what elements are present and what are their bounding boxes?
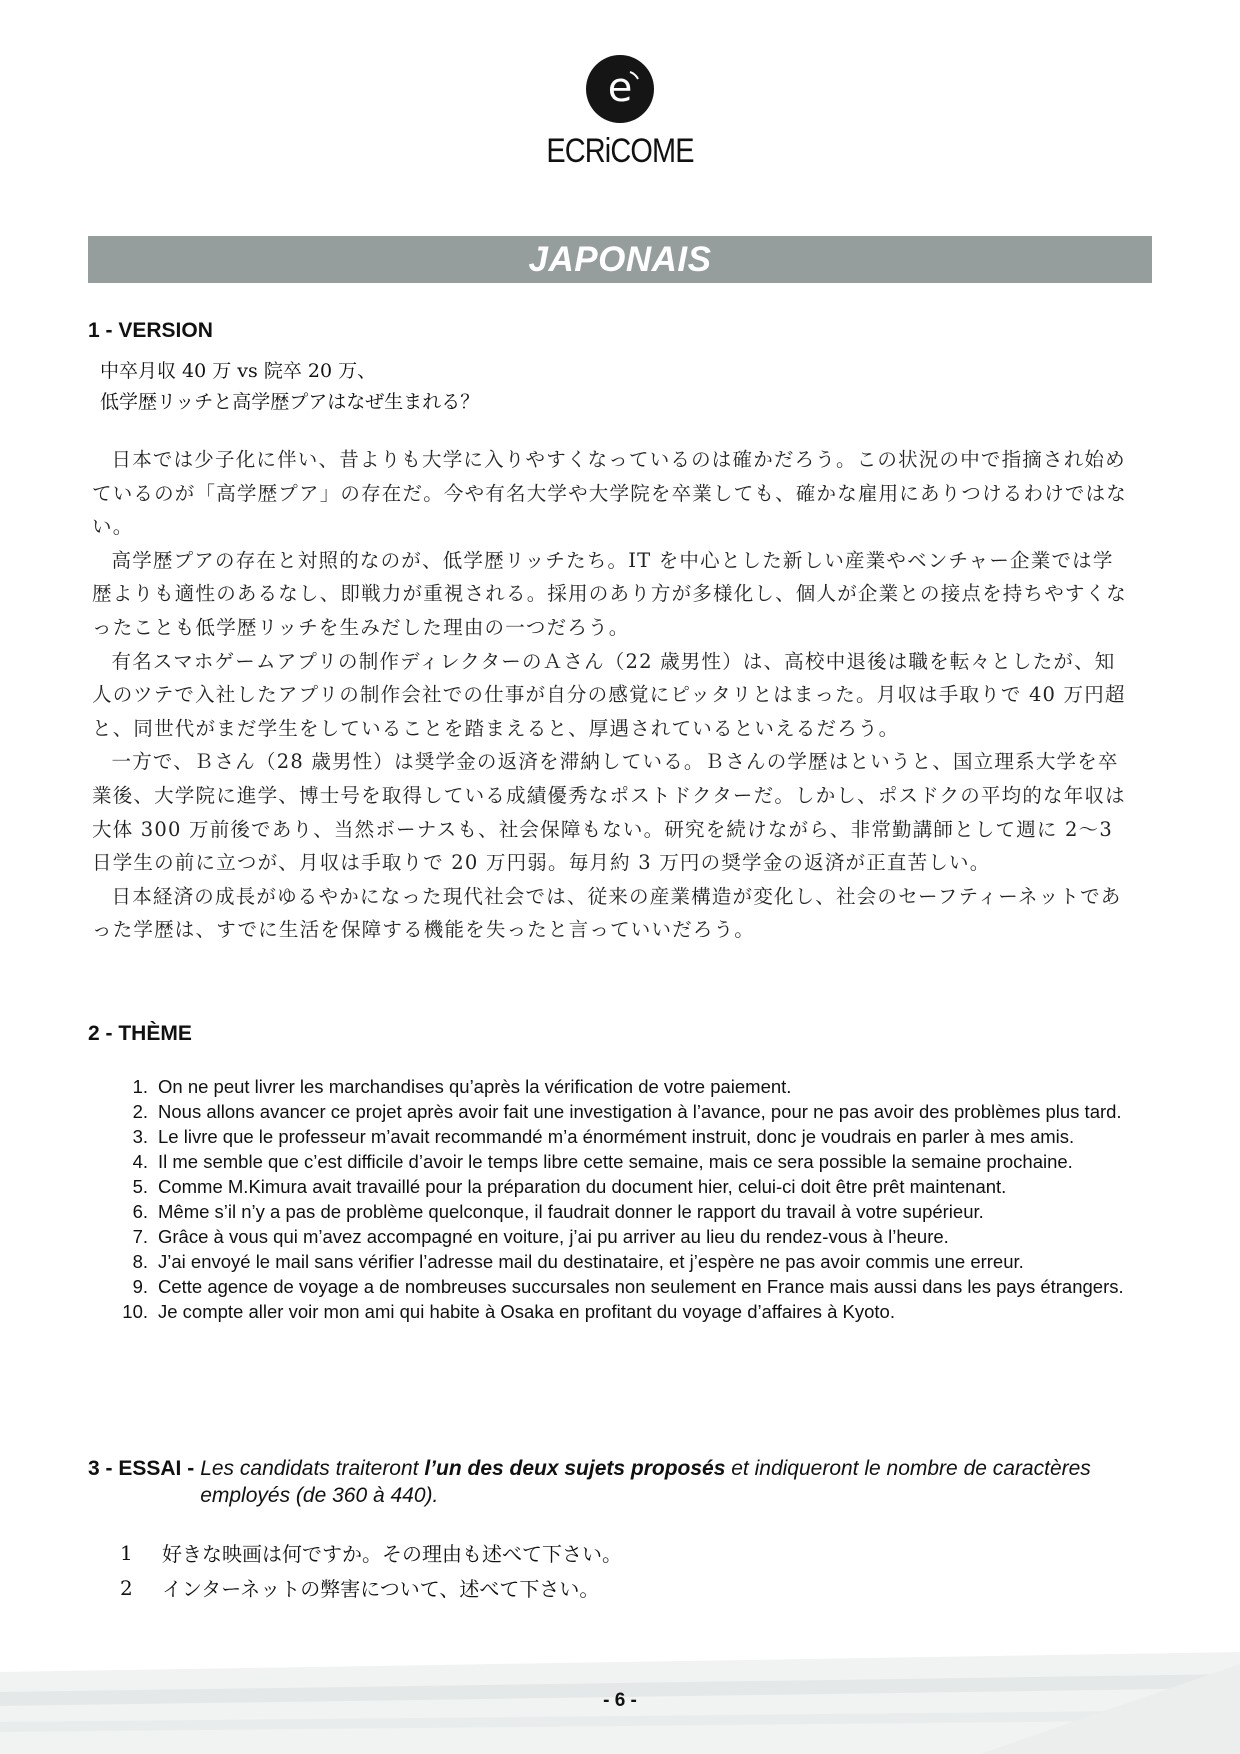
subject-title-bar xyxy=(88,236,1152,283)
essai-label: 3 - ESSAI - xyxy=(88,1457,195,1480)
essai-heading xyxy=(88,1455,1152,1509)
theme-item: 4. Il me semble que c’est difficile d’avoir le temps libre cette semaine, mais ce sera possible la semaine prochaine. xyxy=(132,1151,1073,1172)
theme-item: 10. Je compte aller voir mon ami qui habite à Osaka en profitant du voyage d’affaires à Kyoto. xyxy=(122,1301,895,1322)
theme-heading: 2 - THÈME xyxy=(88,1022,192,1045)
subject-title: JAPONAIS xyxy=(528,239,712,279)
theme-item: 8. J’ai envoyé le mail sans vérifier l’adresse mail du destinataire, et j’espère ne pas avoir commis une erreur. xyxy=(132,1251,1024,1272)
version-paragraph: 日本経済の成長がゆるやかになった現代社会では、従来の産業構造が変化し、社会のセーフティーネットであった学歴は、すでに生活を保障する機能を失ったと言っていいだろう。 xyxy=(92,884,1122,942)
essai-instructions: Les candidats traiteront l’un des deux sujets proposés et indiqueront le nombre de caractères employés (de 360 à 440). xyxy=(200,1457,1091,1507)
theme-item: 1. On ne peut livrer les marchandises qu’après la vérification de votre paiement. xyxy=(132,1076,792,1097)
version-paragraph: 日本では少子化に伴い、昔よりも大学に入りやすくなっているのは確かだろう。この状況の中で指摘され始めているのが「高学歴プア」の存在だ。今や有名大学や大学院を卒業しても、確かな雇用にありつけるわけではない。 xyxy=(92,448,1128,539)
logo-symbol-icon xyxy=(586,55,654,123)
version-text xyxy=(92,443,1132,947)
essai-topic: 2 インターネットの弊害について、述べて下さい。 xyxy=(120,1575,600,1601)
theme-item: 9. Cette agence de voyage a de nombreuses succursales non seulement en France mais aussi dans les pays étrangers. xyxy=(132,1276,1124,1297)
version-paragraph: 有名スマホゲームアプリの制作ディレクターのＡさん（22 歳男性）は、高校中退後は職を転々としたが、知人のツテで入社したアプリの制作会社での仕事が自分の感覚にピッタリとはまった。月収は手取りで 40 万円超と、同世代がまだ学生をしていることを踏まえると、厚遇されているといえるだろう。 xyxy=(92,649,1126,740)
theme-item: 6. Même s’il n’y a pas de problème quelconque, il faudrait donner le rapport du travail à votre supérieur. xyxy=(132,1201,984,1222)
ecricome-logo xyxy=(0,55,1240,171)
version-paragraph: 高学歴プアの存在と対照的なのが、低学歴リッチたち。IT を中心とした新しい産業やベンチャー企業では学歴よりも適性のあるなし、即戦力が重視される。採用のあり方が多様化し、個人が企業との接点を持ちやすくなったことも低学歴リッチを生みだした理由の一つだろう。 xyxy=(92,548,1128,639)
essai-topic-list xyxy=(120,1535,622,1605)
theme-item: 2. Nous allons avancer ce projet après avoir fait une investigation à l’avance, pour ne pas avoir des problèmes plus tard. xyxy=(132,1101,1122,1122)
logo-wordmark: ECRiCOME xyxy=(546,132,694,170)
version-title xyxy=(100,356,479,418)
theme-item: 7. Grâce à vous qui m’avez accompagné en voiture, j’ai pu arriver au lieu du rendez-vous à l’heure. xyxy=(132,1226,949,1247)
theme-item: 3. Le livre que le professeur m’avait recommandé m’a énormément instruit, donc je voudrais en parler à mes amis. xyxy=(132,1126,1075,1147)
logo-symbol-glyph: e xyxy=(607,65,633,111)
theme-sentence-list xyxy=(110,1074,1152,1324)
version-title-line: 低学歴リッチと高学歴プアはなぜ生まれる？ xyxy=(100,391,480,413)
essai-topic: 1 好きな映画は何ですか。その理由も述べて下さい。 xyxy=(120,1540,622,1566)
version-title-line: 中卒月収 40 万 vs 院卒 20 万、 xyxy=(100,360,377,382)
theme-item: 5. Comme M.Kimura avait travaillé pour la préparation du document hier, celui-ci doit être prêt maintenant. xyxy=(132,1176,1007,1197)
page-number: - 6 - xyxy=(603,1690,637,1711)
version-paragraph: 一方で、Ｂさん（28 歳男性）は奨学金の返済を滞納している。Ｂさんの学歴はというと、国立理系大学を卒業後、大学院に進学、博士号を取得している成績優秀なポストドクターだ。しかし、ポスドクの平均的な年収は大体 300 万前後であり、当然ボーナスも、社会保障もない。研究を続けながら、非常勤講師として週に 2～3 日学生の前に立つが、月収は手取りで 20 万円弱。毎月約 3 万円の奨学金の返済が正直苦しい。 xyxy=(92,750,1126,875)
version-heading: 1 - VERSION xyxy=(88,319,213,342)
